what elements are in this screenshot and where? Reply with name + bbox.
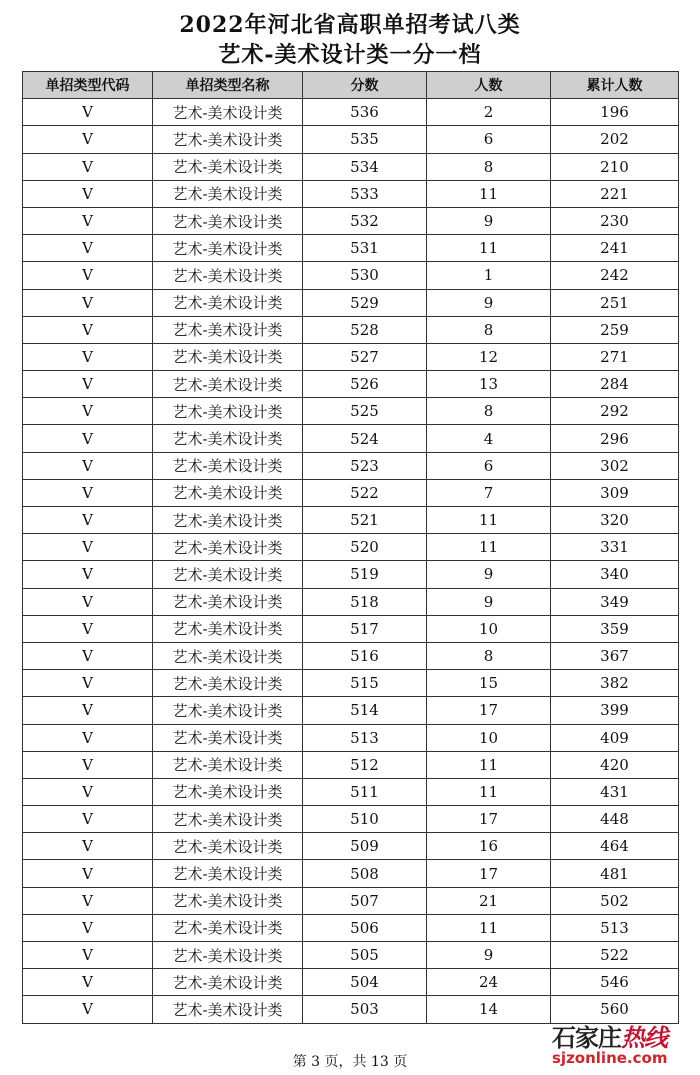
header-cumulative: 累计人数 [551, 72, 679, 99]
cell-type-code: V [23, 996, 153, 1023]
cell-score: 514 [303, 697, 427, 724]
cell-cumulative: 320 [551, 507, 679, 534]
watermark-logo [552, 1018, 692, 1067]
cell-count: 10 [427, 615, 551, 642]
cell-type-code: V [23, 507, 153, 534]
cell-cumulative: 513 [551, 914, 679, 941]
cell-count: 12 [427, 343, 551, 370]
cell-cumulative: 302 [551, 452, 679, 479]
cell-type-code: V [23, 751, 153, 778]
cell-score: 507 [303, 887, 427, 914]
cell-type-name: 艺术-美术设计类 [153, 887, 303, 914]
cell-type-code: V [23, 289, 153, 316]
table-row [23, 452, 679, 479]
cell-count: 24 [427, 969, 551, 996]
table-row [23, 642, 679, 669]
cell-count: 11 [427, 534, 551, 561]
cell-type-name: 艺术-美术设计类 [153, 235, 303, 262]
cell-cumulative: 230 [551, 207, 679, 234]
cell-cumulative: 349 [551, 588, 679, 615]
cell-cumulative: 448 [551, 806, 679, 833]
cell-type-name: 艺术-美术设计类 [153, 507, 303, 534]
cell-cumulative: 196 [551, 99, 679, 126]
cell-type-name: 艺术-美术设计类 [153, 371, 303, 398]
table-header-row [23, 72, 679, 99]
table-row [23, 479, 679, 506]
cell-count: 9 [427, 289, 551, 316]
cell-score: 510 [303, 806, 427, 833]
cell-type-name: 艺术-美术设计类 [153, 534, 303, 561]
cell-type-code: V [23, 724, 153, 751]
header-score: 分数 [303, 72, 427, 99]
cell-type-code: V [23, 235, 153, 262]
cell-score: 522 [303, 479, 427, 506]
cell-count: 11 [427, 751, 551, 778]
cell-type-code: V [23, 534, 153, 561]
cell-count: 14 [427, 996, 551, 1023]
cell-type-code: V [23, 425, 153, 452]
table-row [23, 507, 679, 534]
cell-type-name: 艺术-美术设计类 [153, 751, 303, 778]
table-row [23, 942, 679, 969]
cell-count: 17 [427, 697, 551, 724]
cell-count: 11 [427, 235, 551, 262]
table-row [23, 751, 679, 778]
cell-type-name: 艺术-美术设计类 [153, 99, 303, 126]
cell-type-code: V [23, 343, 153, 370]
cell-type-code: V [23, 615, 153, 642]
cell-type-code: V [23, 99, 153, 126]
cell-type-name: 艺术-美术设计类 [153, 561, 303, 588]
cell-type-name: 艺术-美术设计类 [153, 969, 303, 996]
cell-cumulative: 284 [551, 371, 679, 398]
cell-cumulative: 331 [551, 534, 679, 561]
cell-score: 531 [303, 235, 427, 262]
cell-cumulative: 481 [551, 860, 679, 887]
table-row [23, 887, 679, 914]
cell-cumulative: 420 [551, 751, 679, 778]
cell-cumulative: 382 [551, 670, 679, 697]
cell-score: 536 [303, 99, 427, 126]
cell-score: 527 [303, 343, 427, 370]
cell-score: 515 [303, 670, 427, 697]
cell-count: 8 [427, 316, 551, 343]
cell-score: 506 [303, 914, 427, 941]
cell-score: 504 [303, 969, 427, 996]
cell-type-name: 艺术-美术设计类 [153, 942, 303, 969]
cell-type-code: V [23, 969, 153, 996]
cell-type-code: V [23, 860, 153, 887]
cell-type-name: 艺术-美术设计类 [153, 588, 303, 615]
cell-cumulative: 560 [551, 996, 679, 1023]
cell-count: 8 [427, 153, 551, 180]
cell-type-name: 艺术-美术设计类 [153, 670, 303, 697]
cell-score: 503 [303, 996, 427, 1023]
table-row [23, 289, 679, 316]
cell-score: 519 [303, 561, 427, 588]
page-footer: 第 3 页，共 13 页 [292, 1054, 408, 1070]
table-row [23, 561, 679, 588]
cell-score: 513 [303, 724, 427, 751]
cell-type-code: V [23, 588, 153, 615]
cell-count: 11 [427, 180, 551, 207]
cell-cumulative: 359 [551, 615, 679, 642]
cell-score: 525 [303, 398, 427, 425]
cell-count: 9 [427, 942, 551, 969]
cell-cumulative: 502 [551, 887, 679, 914]
cell-type-name: 艺术-美术设计类 [153, 316, 303, 343]
cell-type-code: V [23, 833, 153, 860]
watermark-text-red: 热线 [621, 1024, 667, 1052]
cell-type-name: 艺术-美术设计类 [153, 615, 303, 642]
cell-type-name: 艺术-美术设计类 [153, 996, 303, 1023]
cell-cumulative: 221 [551, 180, 679, 207]
cell-count: 8 [427, 398, 551, 425]
cell-type-code: V [23, 697, 153, 724]
cell-type-name: 艺术-美术设计类 [153, 207, 303, 234]
cell-type-code: V [23, 371, 153, 398]
table-row [23, 235, 679, 262]
cell-count: 21 [427, 887, 551, 914]
table-body [23, 99, 679, 1023]
table-row [23, 670, 679, 697]
cell-score: 534 [303, 153, 427, 180]
table-row [23, 588, 679, 615]
cell-score: 516 [303, 642, 427, 669]
cell-count: 4 [427, 425, 551, 452]
cell-score: 509 [303, 833, 427, 860]
table-row [23, 697, 679, 724]
table-row [23, 153, 679, 180]
table-row [23, 534, 679, 561]
cell-type-code: V [23, 479, 153, 506]
cell-type-name: 艺术-美术设计类 [153, 806, 303, 833]
cell-count: 9 [427, 561, 551, 588]
cell-type-name: 艺术-美术设计类 [153, 724, 303, 751]
cell-type-code: V [23, 262, 153, 289]
cell-cumulative: 399 [551, 697, 679, 724]
cell-score: 508 [303, 860, 427, 887]
page-title: 2022年河北省高职单招考试八类 [179, 12, 521, 38]
cell-type-code: V [23, 452, 153, 479]
cell-type-name: 艺术-美术设计类 [153, 778, 303, 805]
cell-type-name: 艺术-美术设计类 [153, 398, 303, 425]
table-row [23, 425, 679, 452]
cell-score: 524 [303, 425, 427, 452]
cell-type-code: V [23, 207, 153, 234]
cell-score: 529 [303, 289, 427, 316]
cell-type-code: V [23, 806, 153, 833]
cell-type-name: 艺术-美术设计类 [153, 479, 303, 506]
cell-count: 11 [427, 778, 551, 805]
score-table [22, 71, 679, 1024]
cell-type-name: 艺术-美术设计类 [153, 697, 303, 724]
cell-count: 15 [427, 670, 551, 697]
table-row [23, 806, 679, 833]
cell-cumulative: 296 [551, 425, 679, 452]
cell-cumulative: 242 [551, 262, 679, 289]
cell-cumulative: 546 [551, 969, 679, 996]
cell-score: 520 [303, 534, 427, 561]
cell-type-name: 艺术-美术设计类 [153, 343, 303, 370]
cell-score: 535 [303, 126, 427, 153]
cell-score: 526 [303, 371, 427, 398]
cell-type-name: 艺术-美术设计类 [153, 833, 303, 860]
cell-type-code: V [23, 670, 153, 697]
cell-cumulative: 251 [551, 289, 679, 316]
cell-type-code: V [23, 914, 153, 941]
cell-cumulative: 522 [551, 942, 679, 969]
table-row [23, 371, 679, 398]
cell-type-code: V [23, 778, 153, 805]
cell-count: 6 [427, 126, 551, 153]
table-row [23, 126, 679, 153]
cell-score: 533 [303, 180, 427, 207]
cell-cumulative: 464 [551, 833, 679, 860]
cell-cumulative: 431 [551, 778, 679, 805]
cell-cumulative: 367 [551, 642, 679, 669]
table-row [23, 398, 679, 425]
table-row [23, 316, 679, 343]
cell-score: 518 [303, 588, 427, 615]
cell-cumulative: 409 [551, 724, 679, 751]
cell-count: 13 [427, 371, 551, 398]
cell-count: 17 [427, 806, 551, 833]
cell-count: 2 [427, 99, 551, 126]
table-row [23, 969, 679, 996]
cell-count: 16 [427, 833, 551, 860]
cell-score: 532 [303, 207, 427, 234]
cell-count: 6 [427, 452, 551, 479]
cell-score: 530 [303, 262, 427, 289]
cell-score: 511 [303, 778, 427, 805]
cell-count: 9 [427, 588, 551, 615]
cell-type-name: 艺术-美术设计类 [153, 452, 303, 479]
table-row [23, 262, 679, 289]
cell-cumulative: 259 [551, 316, 679, 343]
cell-count: 8 [427, 642, 551, 669]
header-type-code: 单招类型代码 [23, 72, 153, 99]
watermark-url: sjzonline.com [552, 1049, 668, 1067]
table-row [23, 724, 679, 751]
cell-type-name: 艺术-美术设计类 [153, 860, 303, 887]
cell-type-code: V [23, 398, 153, 425]
cell-type-code: V [23, 180, 153, 207]
cell-score: 517 [303, 615, 427, 642]
cell-count: 11 [427, 914, 551, 941]
cell-cumulative: 202 [551, 126, 679, 153]
cell-cumulative: 309 [551, 479, 679, 506]
cell-count: 10 [427, 724, 551, 751]
cell-type-name: 艺术-美术设计类 [153, 153, 303, 180]
cell-type-code: V [23, 561, 153, 588]
table-row [23, 914, 679, 941]
cell-type-name: 艺术-美术设计类 [153, 262, 303, 289]
table-row [23, 180, 679, 207]
cell-type-code: V [23, 126, 153, 153]
table-row [23, 860, 679, 887]
table-row [23, 343, 679, 370]
cell-score: 512 [303, 751, 427, 778]
cell-cumulative: 292 [551, 398, 679, 425]
cell-type-name: 艺术-美术设计类 [153, 914, 303, 941]
cell-type-name: 艺术-美术设计类 [153, 425, 303, 452]
cell-count: 17 [427, 860, 551, 887]
cell-type-name: 艺术-美术设计类 [153, 126, 303, 153]
cell-type-code: V [23, 153, 153, 180]
cell-cumulative: 340 [551, 561, 679, 588]
page-subtitle: 艺术-美术设计类一分一档 [218, 42, 482, 68]
cell-type-name: 艺术-美术设计类 [153, 642, 303, 669]
table-row [23, 207, 679, 234]
cell-type-code: V [23, 642, 153, 669]
cell-score: 521 [303, 507, 427, 534]
header-type-name: 单招类型名称 [153, 72, 303, 99]
cell-type-name: 艺术-美术设计类 [153, 289, 303, 316]
cell-count: 9 [427, 207, 551, 234]
cell-count: 1 [427, 262, 551, 289]
cell-score: 528 [303, 316, 427, 343]
table-row [23, 833, 679, 860]
header-count: 人数 [427, 72, 551, 99]
table-row [23, 615, 679, 642]
cell-score: 505 [303, 942, 427, 969]
cell-cumulative: 241 [551, 235, 679, 262]
table-row [23, 99, 679, 126]
cell-count: 7 [427, 479, 551, 506]
cell-type-code: V [23, 887, 153, 914]
cell-score: 523 [303, 452, 427, 479]
cell-type-name: 艺术-美术设计类 [153, 180, 303, 207]
cell-type-code: V [23, 942, 153, 969]
watermark-text-black: 石家庄 [552, 1024, 621, 1052]
cell-count: 11 [427, 507, 551, 534]
cell-type-code: V [23, 316, 153, 343]
cell-cumulative: 210 [551, 153, 679, 180]
cell-cumulative: 271 [551, 343, 679, 370]
table-row [23, 778, 679, 805]
